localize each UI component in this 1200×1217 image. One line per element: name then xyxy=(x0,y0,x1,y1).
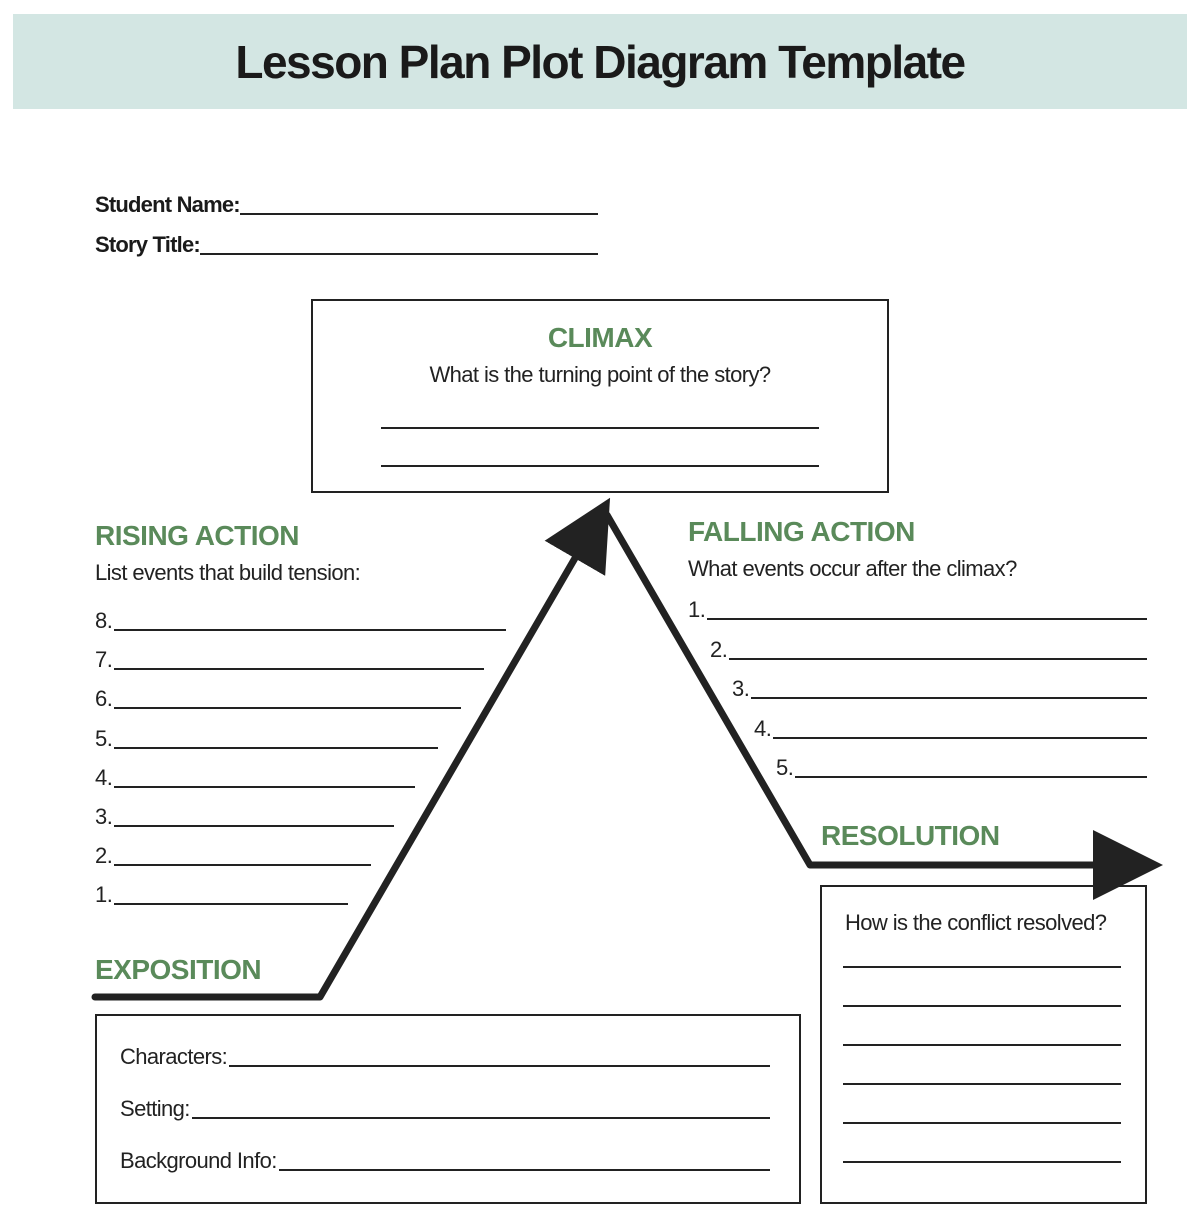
rising-action-number: 8. xyxy=(95,608,113,633)
resolution-answer-line[interactable] xyxy=(843,1122,1121,1124)
rising-action-item[interactable] xyxy=(95,765,415,791)
falling-action-line[interactable] xyxy=(751,697,1147,699)
falling-action-line[interactable] xyxy=(729,658,1147,660)
exposition-rising-line xyxy=(95,522,596,997)
rising-action-line[interactable] xyxy=(114,903,348,905)
rising-action-heading: RISING ACTION xyxy=(95,520,300,551)
falling-action-item[interactable] xyxy=(776,755,1147,781)
resolution-answer-line[interactable] xyxy=(843,1161,1121,1163)
rising-action-number: 5. xyxy=(95,725,113,751)
falling-action-line[interactable] xyxy=(707,618,1147,620)
story-title-label: Story Title: xyxy=(95,232,200,257)
falling-action-number: 3. xyxy=(732,676,750,701)
rising-action-number: 2. xyxy=(95,843,113,869)
falling-action-number: 4. xyxy=(754,715,772,741)
falling-action-line[interactable] xyxy=(773,737,1147,739)
resolution-answer-line[interactable] xyxy=(843,1044,1121,1046)
falling-action-prompt: What events occur after the climax? xyxy=(688,556,1017,581)
rising-action-number: 6. xyxy=(95,686,113,712)
falling-action-item[interactable] xyxy=(732,676,1147,702)
characters-field[interactable] xyxy=(120,1040,770,1070)
student-name-label: Student Name: xyxy=(95,192,240,217)
climax-heading: CLIMAX xyxy=(547,322,653,353)
background-info-line[interactable] xyxy=(279,1169,770,1171)
falling-action-heading: FALLING ACTION xyxy=(688,516,915,547)
resolution-answer-line[interactable] xyxy=(843,1083,1121,1085)
rising-action-item[interactable] xyxy=(95,608,506,634)
rising-action-line[interactable] xyxy=(114,707,461,709)
rising-action-line[interactable] xyxy=(114,825,394,827)
falling-action-item[interactable] xyxy=(710,637,1147,663)
falling-action-number: 5. xyxy=(776,755,794,780)
resolution-answer-line[interactable] xyxy=(843,966,1121,968)
rising-action-item[interactable] xyxy=(95,726,438,752)
rising-action-line[interactable] xyxy=(114,786,415,788)
rising-action-item[interactable] xyxy=(95,882,348,908)
characters-line[interactable] xyxy=(229,1065,770,1067)
resolution-prompt: How is the conflict resolved? xyxy=(845,910,1107,935)
rising-action-line[interactable] xyxy=(114,864,371,866)
falling-action-number: 2. xyxy=(710,636,728,662)
rising-action-item[interactable] xyxy=(95,804,394,830)
background-info-field[interactable] xyxy=(120,1144,770,1174)
falling-action-item[interactable] xyxy=(754,716,1147,742)
rising-action-line[interactable] xyxy=(114,747,438,749)
exposition-heading: EXPOSITION xyxy=(95,954,262,985)
rising-action-number: 3. xyxy=(95,804,113,829)
background-info-label: Background Info: xyxy=(120,1148,277,1173)
rising-action-number: 4. xyxy=(95,764,113,790)
climax-prompt: What is the turning point of the story? xyxy=(429,362,771,387)
rising-action-number: 1. xyxy=(95,882,113,908)
characters-label: Characters: xyxy=(120,1044,228,1069)
rising-action-line[interactable] xyxy=(114,629,506,631)
setting-label: Setting: xyxy=(120,1096,190,1121)
rising-action-item[interactable] xyxy=(95,686,461,712)
setting-line[interactable] xyxy=(192,1117,770,1119)
rising-action-prompt: List events that build tension: xyxy=(95,560,361,585)
rising-action-item[interactable] xyxy=(95,843,371,869)
rising-action-number: 7. xyxy=(95,647,113,673)
rising-action-line[interactable] xyxy=(114,668,484,670)
falling-action-line[interactable] xyxy=(795,776,1147,778)
falling-action-number: 1. xyxy=(688,597,706,622)
rising-action-item[interactable] xyxy=(95,647,484,673)
page-title: Lesson Plan Plot Diagram Template xyxy=(235,35,965,88)
resolution-heading: RESOLUTION xyxy=(821,820,1000,851)
falling-action-item[interactable] xyxy=(688,597,1147,623)
setting-field[interactable] xyxy=(120,1092,770,1122)
resolution-answer-line[interactable] xyxy=(843,1005,1121,1007)
